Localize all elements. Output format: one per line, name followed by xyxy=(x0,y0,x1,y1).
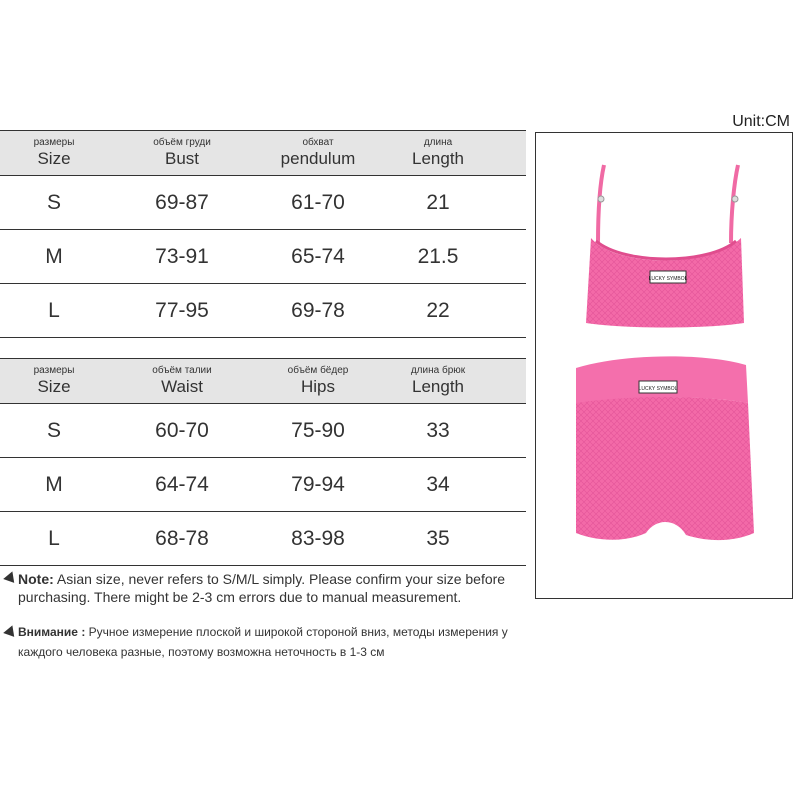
table-row xyxy=(0,283,526,338)
header-ru: объём бёдер xyxy=(287,365,349,376)
header-cell xyxy=(108,131,256,175)
header-en: Waist xyxy=(161,377,203,396)
header-en: Length xyxy=(412,149,464,168)
note-text: Ручное измерение плоской и широкой стороной вниз, методы измерения у каждого человека разные, поэтому возможна неточность в 1-3 см xyxy=(18,625,508,659)
header-cell xyxy=(108,359,256,403)
header-en: pendulum xyxy=(280,149,356,168)
table-cell: 79-94 xyxy=(291,472,345,496)
shorts-body xyxy=(576,397,754,540)
table-cell: 68-78 xyxy=(155,526,209,550)
table-cell: 77-95 xyxy=(155,298,209,322)
header-en: Length xyxy=(412,377,464,396)
header-ru: обхват xyxy=(302,137,334,148)
table-cell: S xyxy=(46,190,61,214)
strap-left xyxy=(598,165,604,243)
table-row xyxy=(0,229,526,283)
table-cell: 73-91 xyxy=(155,244,209,268)
table-cell: 64-74 xyxy=(155,472,209,496)
table-cell: 21 xyxy=(426,190,450,214)
note-text: Asian size, never refers to S/M/L simply. Please confirm your size before purchasing. There might be 2-3 cm errors due to manual measurement. xyxy=(18,571,506,605)
note-label: Внимание : xyxy=(18,625,86,639)
svg-text:LUCKY SYMBOL: LUCKY SYMBOL xyxy=(648,276,688,282)
table-cell: M xyxy=(45,472,63,496)
header-cell xyxy=(380,359,496,403)
header-en: Hips xyxy=(300,377,335,396)
table-cell: M xyxy=(45,244,63,268)
header-ru: размеры xyxy=(33,137,75,148)
unit-label: Unit:CM xyxy=(732,113,790,130)
header-ru: объём талии xyxy=(152,365,212,376)
table-cell: 75-90 xyxy=(291,418,345,442)
table-header-row xyxy=(0,358,526,403)
table-cell: 61-70 xyxy=(291,190,345,214)
table-row xyxy=(0,403,526,457)
table-row xyxy=(0,457,526,511)
table-cell: L xyxy=(48,298,60,322)
svg-text:LUCKY SYMBOL: LUCKY SYMBOL xyxy=(638,386,678,392)
table-cell: 33 xyxy=(426,418,450,442)
header-en: Bust xyxy=(164,149,200,168)
table-cell: 35 xyxy=(426,526,450,550)
table-cell: 22 xyxy=(426,298,450,322)
header-cell xyxy=(256,131,380,175)
header-cell xyxy=(0,359,108,403)
table-row xyxy=(0,511,526,566)
top-size-table xyxy=(0,130,526,338)
table-cell: 34 xyxy=(426,472,450,496)
note-label: Note: xyxy=(18,571,54,587)
arrow-icon xyxy=(3,625,19,640)
header-ru: длина брюк xyxy=(410,365,466,376)
table-cell: 69-78 xyxy=(291,298,345,322)
product-illustration xyxy=(536,133,792,598)
header-en: Size xyxy=(37,377,71,396)
table-cell: L xyxy=(48,526,60,550)
table-cell: 65-74 xyxy=(291,244,345,268)
table-cell: 69-87 xyxy=(155,190,209,214)
header-ru: объём груди xyxy=(153,137,211,148)
table-cell: 83-98 xyxy=(291,526,345,550)
header-cell xyxy=(0,131,108,175)
header-cell xyxy=(380,131,496,175)
header-cell xyxy=(256,359,380,403)
bottom-size-table xyxy=(0,358,526,566)
header-ru: размеры xyxy=(33,365,75,376)
strap-right xyxy=(731,165,738,243)
table-cell: 21.5 xyxy=(417,244,459,268)
product-image xyxy=(535,132,793,599)
table-cell: S xyxy=(46,418,61,442)
header-ru: длина xyxy=(423,137,453,148)
table-row xyxy=(0,175,526,229)
arrow-icon xyxy=(3,571,19,586)
table-header-row xyxy=(0,130,526,175)
table-cell: 60-70 xyxy=(155,418,209,442)
header-en: Size xyxy=(37,149,71,168)
